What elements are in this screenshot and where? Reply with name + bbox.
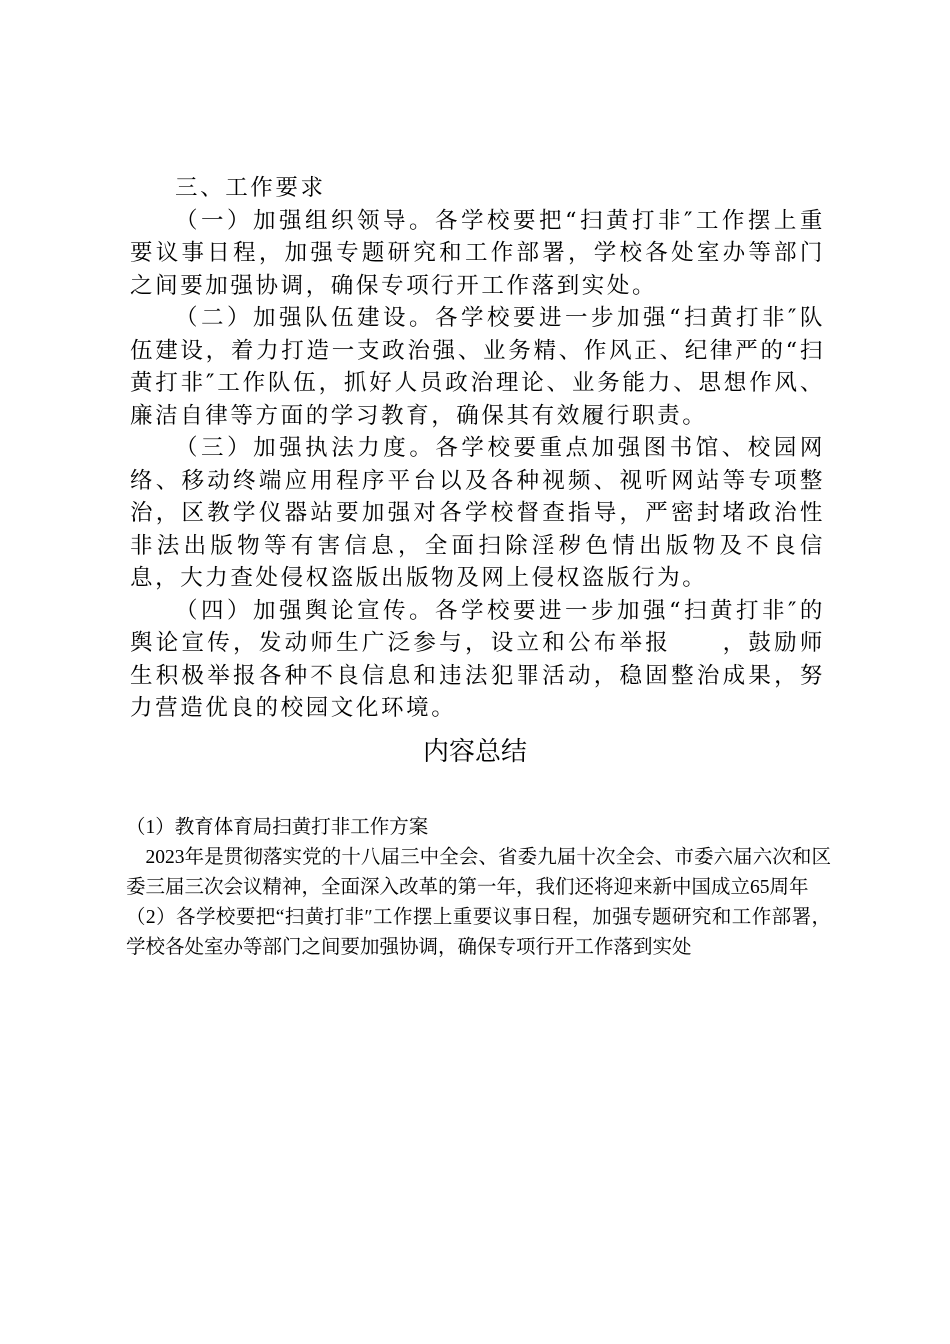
paragraph-team: （二）加强队伍建设。各学校要进一步加强“扫黄打非″队伍建设，着力打造一支政治强、业务精、作风正、纪律严的“扫黄打非″工作队伍，抓好人员政治理论、业务能力、思想作风、廉洁自律等方面的学习教育，确保其有效履行职责。: [130, 305, 825, 429]
paragraph-publicity: （四）加强舆论宣传。各学校要进一步加强“扫黄打非″的舆论宣传，发动师生广泛参与，设立和公布举报 ，鼓励师生积极举报各种不良信息和违法犯罪活动，稳固整治成果，努力营造优良的校园文化环境。: [130, 597, 825, 721]
summary-title: 内容总结: [422, 737, 527, 767]
summary-item-2: （2）各学校要把“扫黄打非″工作摆上重要议事日程，加强专题研究和工作部署，学校各处室办等部门之间要加强协调，确保专项行开工作落到实处: [126, 907, 831, 958]
paragraph-enforcement: （三）加强执法力度。各学校要重点加强图书馆、校园网络、移动终端应用程序平台以及各种视频、视听网站等专项整治，区教学仪器站要加强对各学校督查指导，严密封堵政治性非法出版物等有害信息，全面扫除淫秽色情出版物及不良信息，大力查处侵权盗版出版物及网上侵权盗版行为。: [130, 435, 825, 591]
paragraph-organization: （一）加强组织领导。各学校要把“扫黄打非″工作摆上重要议事日程，加强专题研究和工作部署，学校各处室办等部门之间要加强协调，确保专项行开工作落到实处。: [130, 207, 825, 299]
summary-item-1-body: 2023年是贯彻落实党的十八届三中全会、省委九届十次全会、市委六届六次和区委三届三次会议精神，全面深入改革的第一年，我们还将迎来新中国成立65周年: [126, 847, 831, 898]
summary-section: [126, 813, 831, 963]
section-heading: 三、工作要求: [175, 175, 326, 201]
work-requirements-section: [130, 172, 825, 725]
summary-item-1-title: （1）教育体育局扫黄打非工作方案: [126, 817, 429, 838]
